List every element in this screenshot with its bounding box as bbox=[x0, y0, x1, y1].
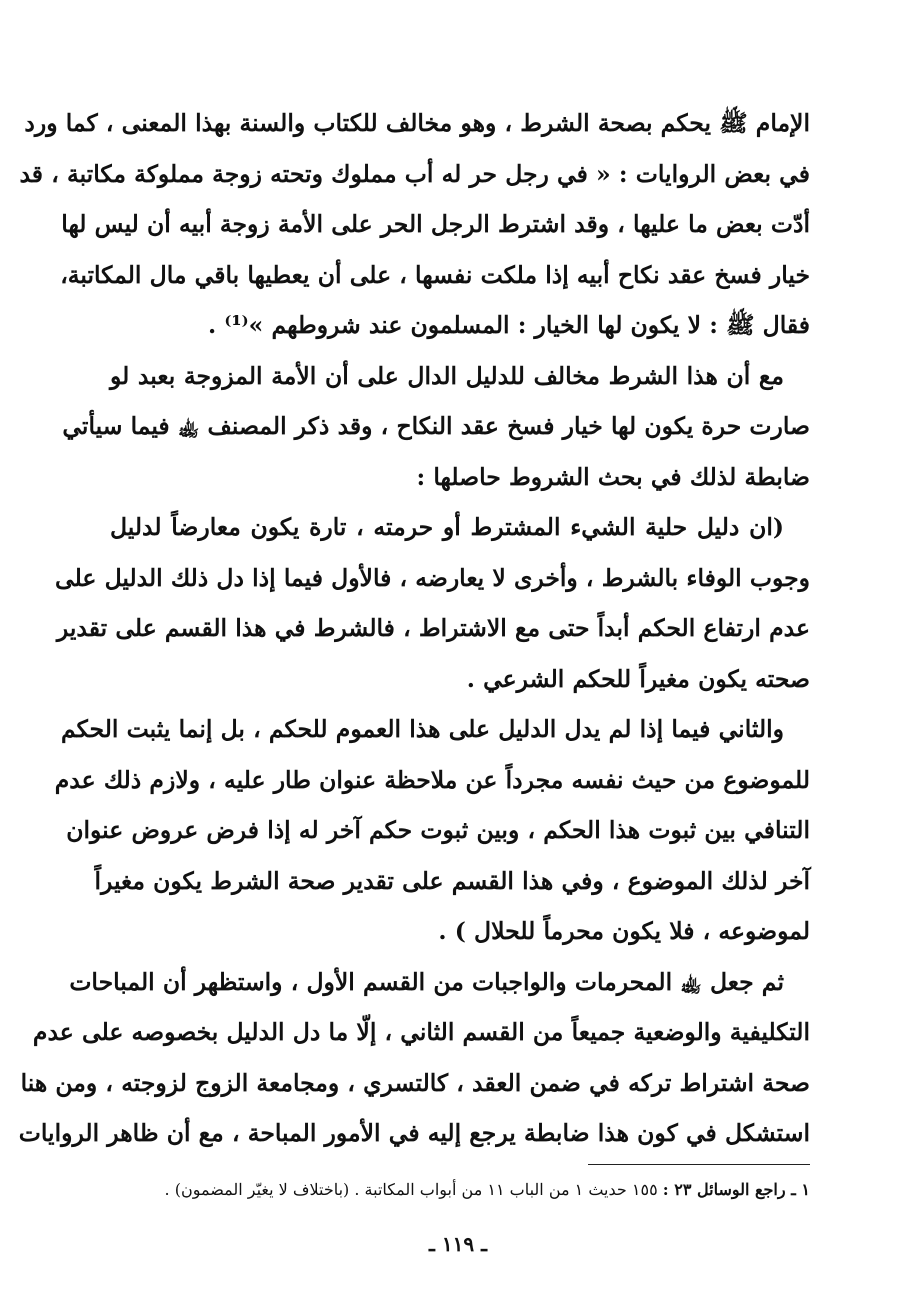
text-line: لموضوعه ، فلا يكون محرماً للحلال ) . bbox=[438, 917, 810, 945]
text-line: في بعض الروايات : « في رجل حر له أب مملوك وتحته زوجة مملوكة مكاتبة ، قد bbox=[19, 159, 810, 188]
text-line: ضابطة لذلك في بحث الشروط حاصلها : bbox=[416, 462, 810, 491]
text-line: صحة اشتراط تركه في ضمن العقد ، كالتسري ، ومجامعة الزوج لزوجته ، ومن هنا bbox=[20, 1068, 810, 1097]
text-line: خيار فسخ عقد نكاح أبيه إذا ملكت نفسها ، على أن يعطيها باقي مال المكاتبة، bbox=[60, 260, 810, 289]
text-line: وجوب الوفاء بالشرط ، وأخرى لا يعارضه ، فالأول فيما إذا دل ذلك الدليل على bbox=[55, 563, 810, 592]
page-number: ـ ١١٩ ـ bbox=[429, 1232, 487, 1256]
footnote bbox=[110, 1176, 810, 1204]
text-line: صحته يكون مغيراً للحكم الشرعي . bbox=[466, 664, 810, 693]
text-line: ثم جعل ﵀ المحرمات والواجبات من القسم الأول ، واستظهر أن المباحات bbox=[69, 967, 784, 996]
text-line: التنافي بين ثبوت هذا الحكم ، وبين ثبوت حكم آخر له إذا فرض عروض عنوان bbox=[66, 816, 810, 844]
body-text bbox=[18, 98, 810, 1159]
text-line: التكليفية والوضعية جميعاً من القسم الثاني ، إلّا ما دل الدليل بخصوصه على عدم bbox=[32, 1018, 810, 1046]
text-line: (ان دليل حلية الشيء المشترط أو حرمته ، تارة يكون معارضاً لدليل bbox=[110, 513, 784, 541]
text-line: مع أن هذا الشرط مخالف للدليل الدال على أن الأمة المزوجة بعبد لو bbox=[110, 361, 784, 390]
footnote-reference: ١ ـ راجع الوسائل ٢٣ : bbox=[662, 1180, 810, 1199]
text-line: استشكل في كون هذا ضابطة يرجع إليه في الأمور المباحة ، مع أن ظاهر الروايات bbox=[18, 1119, 810, 1147]
text-line: للموضوع من حيث نفسه مجرداً عن ملاحظة عنوان طار عليه ، ولازم ذلك عدم bbox=[54, 765, 810, 794]
text-line: الإمام ﷺ يحكم بصحة الشرط ، وهو مخالف للكتاب والسنة بهذا المعنى ، كما ورد bbox=[24, 109, 810, 137]
footnote-text: ١٥٥ حديث ١ من الباب ١١ من أبواب المكاتبة . (باختلاف لا يغيّر المضمون) . bbox=[164, 1180, 663, 1199]
footnote-divider bbox=[588, 1164, 810, 1165]
text-line: أدّت بعض ما عليها ، وقد اشترط الرجل الحر على الأمة زوجة أبيه أن ليس لها bbox=[61, 210, 810, 238]
text-line: صارت حرة يكون لها خيار فسخ عقد النكاح ، وقد ذكر المصنف ﵀ فيما سيأتي bbox=[62, 412, 810, 440]
text-line: والثاني فيما إذا لم يدل الدليل على هذا العموم للحكم ، بل إنما يثبت الحكم bbox=[60, 715, 784, 743]
text-line: آخر لذلك الموضوع ، وفي هذا القسم على تقدير صحة الشرط يكون مغيراً bbox=[94, 866, 810, 895]
text-line: عدم ارتفاع الحكم أبداً حتى مع الاشتراط ، فالشرط في هذا القسم على تقدير bbox=[56, 614, 810, 642]
text-line: فقال ﷺ : لا يكون لها الخيار : المسلمون عند شروطهم »⁽¹⁾ . bbox=[207, 311, 810, 339]
